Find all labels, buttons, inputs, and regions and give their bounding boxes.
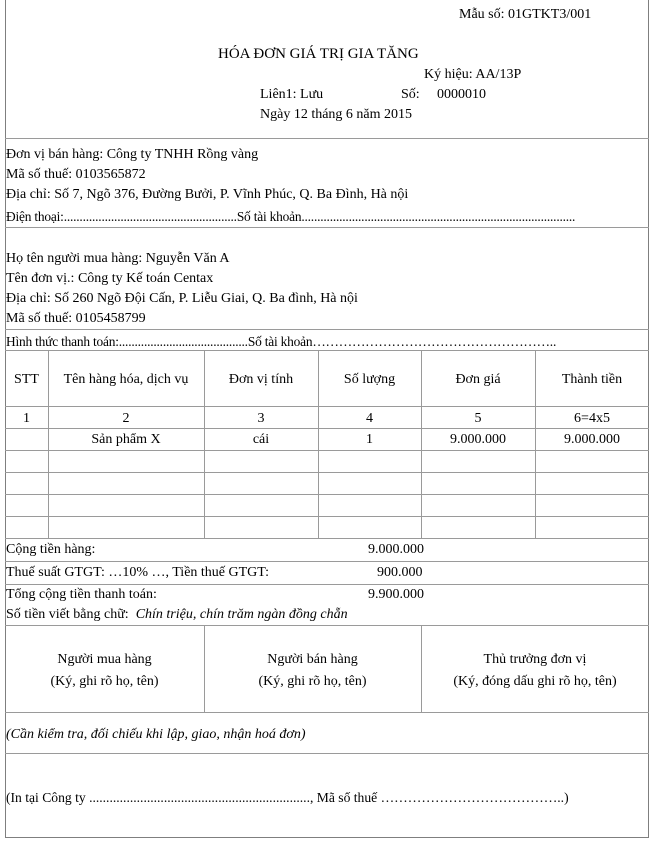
amount-in-words xyxy=(6,606,348,624)
buyer-address: Địa chỉ: Số 260 Ngõ Đội Cấn, P. Liễu Giai, Q. Ba đình, Hà nội xyxy=(6,291,358,306)
index-cell: 1 xyxy=(23,411,30,426)
seller-name: Đơn vị bán hàng: Công ty TNHH Rồng vàng xyxy=(6,147,259,162)
divider xyxy=(5,712,649,713)
table-row-border xyxy=(5,494,649,495)
seller-tax-code: Mã số thuế: 0103565872 xyxy=(6,167,146,182)
table-bottom-border xyxy=(5,538,649,539)
divider xyxy=(5,329,649,330)
buyer-tax-code: Mã số thuế: 0105458799 xyxy=(6,311,146,326)
divider xyxy=(5,625,649,626)
column-header-unit: Đơn vị tính xyxy=(228,372,294,387)
signature-buyer xyxy=(5,649,204,693)
payment-method: Hình thức thanh toán:.........................................Số tài khoản……………………………………………….. xyxy=(6,334,557,349)
amount-in-words-label: Số tiền viết bằng chữ: xyxy=(6,607,129,622)
index-cell: 5 xyxy=(474,411,482,426)
seller-address: Địa chỉ: Số 7, Ngõ 376, Đường Bưởi, P. Vĩnh Phúc, Q. Ba Đình, Hà nội xyxy=(6,187,409,202)
signature-role: Thủ trưởng đơn vị xyxy=(483,652,587,667)
signature-note: (Ký, ghi rõ họ, tên) xyxy=(258,674,367,689)
table-row-border xyxy=(5,516,649,517)
item-unit: cái xyxy=(252,432,270,447)
signature-director xyxy=(421,649,649,693)
signature-seller xyxy=(204,649,421,693)
signature-note: (Ký, ghi rõ họ, tên) xyxy=(50,674,159,689)
buyer-name: Họ tên người mua hàng: Nguyễn Văn A xyxy=(6,251,230,266)
divider xyxy=(5,138,649,139)
subtotal-label: Cộng tiền hàng: xyxy=(6,542,96,557)
table-row-border xyxy=(5,472,649,473)
index-cell: 6=4x5 xyxy=(574,411,610,426)
table-row-border xyxy=(5,428,649,429)
seller-account-label: Số tài khoản xyxy=(236,209,302,224)
divider xyxy=(5,753,649,754)
check-note: (Cần kiểm tra, đối chiếu khi lập, giao, nhận hoá đơn) xyxy=(6,727,306,742)
index-cell: 2 xyxy=(122,411,130,426)
invoice-title: HÓA ĐƠN GIÁ TRỊ GIA TĂNG xyxy=(218,46,419,62)
divider xyxy=(5,584,649,585)
vat-value: 900.000 xyxy=(377,565,423,580)
printed-by: (In tại Công ty ................................................................., Mã số thuế …………………………………..) xyxy=(6,790,569,805)
signature-role: Người mua hàng xyxy=(57,652,152,667)
invoice-number: 0000010 xyxy=(437,87,486,102)
column-header-stt: STT xyxy=(14,372,39,387)
seller-phone-account xyxy=(6,208,575,226)
invoice-date: Ngày 12 tháng 6 năm 2015 xyxy=(260,107,413,122)
invoice-number-label: Số: xyxy=(401,87,420,102)
divider xyxy=(5,561,649,562)
vat-label: Thuế suất GTGT: …10% …, Tiền thuế GTGT: xyxy=(6,565,270,580)
item-amount: 9.000.000 xyxy=(564,432,620,447)
amount-in-words-value: Chín triệu, chín trăm ngàn đồng chẵn xyxy=(135,607,348,622)
seller-phone-value: ....................................................... xyxy=(63,209,237,224)
seller-phone-label: Điện thoại: xyxy=(6,209,64,224)
total-value: 9.900.000 xyxy=(368,587,424,602)
subtotal-value: 9.000.000 xyxy=(368,542,424,557)
column-header-unit-price: Đơn giá xyxy=(455,372,501,387)
column-header-goods: Tên hàng hóa, dịch vụ xyxy=(63,372,189,387)
column-header-amount: Thành tiền xyxy=(561,372,623,387)
invoice-symbol: Ký hiệu: AA/13P xyxy=(424,67,522,82)
table-header-border xyxy=(5,406,649,407)
seller-account-value: ....................................................................................... xyxy=(301,209,576,224)
table-top-border xyxy=(5,350,649,351)
index-cell: 3 xyxy=(257,411,265,426)
form-number: Mẫu số: 01GTKT3/001 xyxy=(459,7,592,22)
total-label: Tổng cộng tiền thanh toán: xyxy=(6,587,157,602)
divider xyxy=(5,227,649,228)
item-unit-price: 9.000.000 xyxy=(450,432,506,447)
invoice-copy: Liên1: Lưu xyxy=(260,87,324,102)
index-cell: 4 xyxy=(366,411,373,426)
item-quantity: 1 xyxy=(366,432,373,447)
buyer-unit: Tên đơn vị.: Công ty Kế toán Centax xyxy=(6,271,214,286)
column-header-quantity: Số lượng xyxy=(343,372,396,387)
signature-note: (Ký, đóng dấu ghi rõ họ, tên) xyxy=(453,674,617,689)
item-name: Sản phẩm X xyxy=(91,432,161,447)
table-row-border xyxy=(5,450,649,451)
signature-role: Người bán hàng xyxy=(267,652,358,667)
